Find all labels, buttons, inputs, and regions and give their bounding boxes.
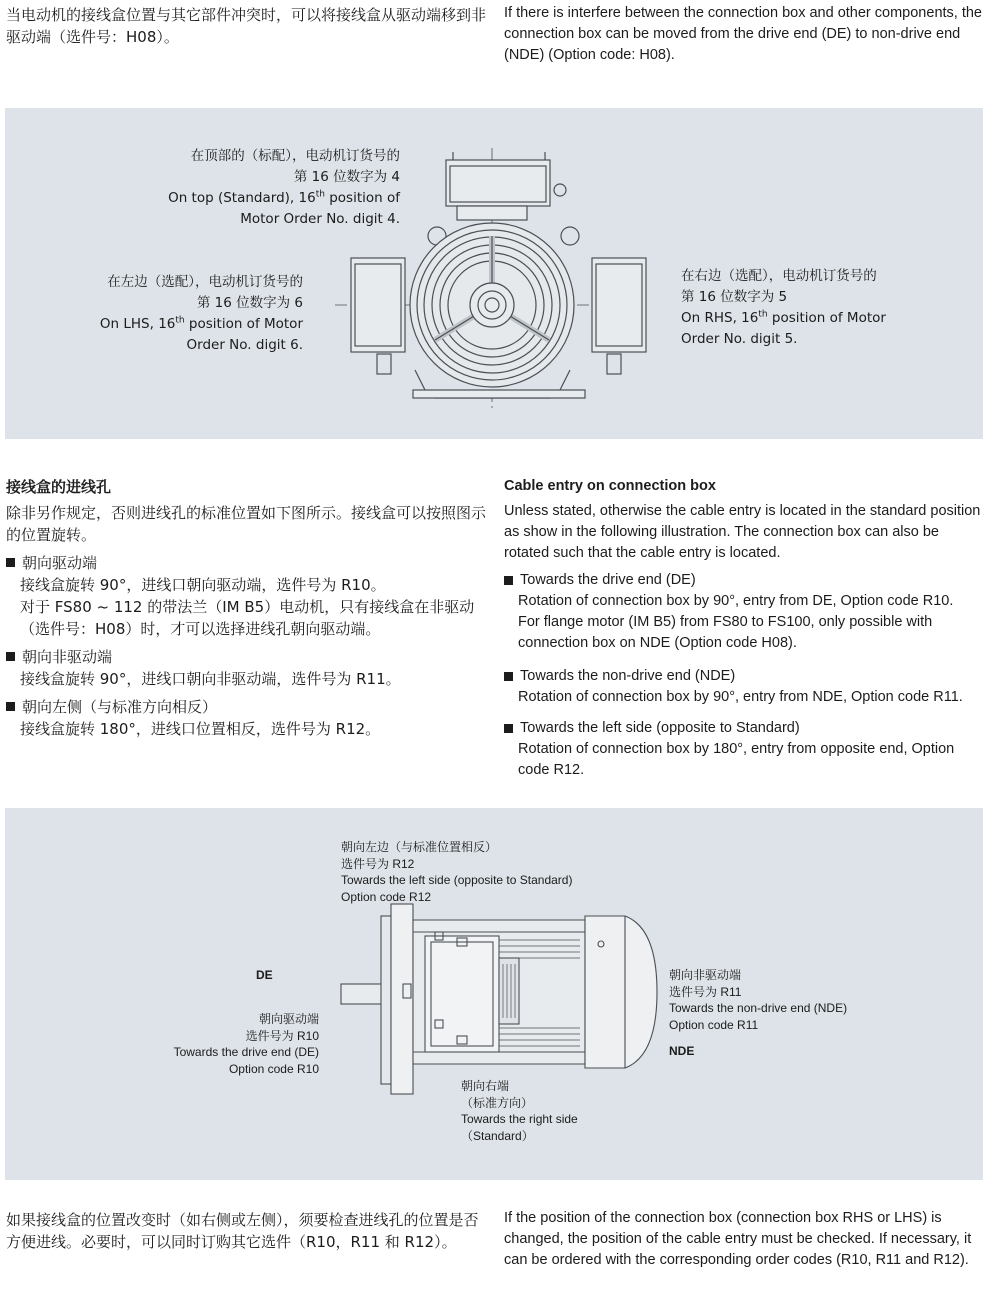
bullet-line-en: For flange motor (IM B5) from FS80 to FS100, only possible with connection box on NDE (Option code H08). (518, 614, 933, 651)
caption-left-en-line2: Order No. digit 6. (186, 337, 303, 353)
cable-entry-section-zh (6, 476, 486, 740)
bullet-square-icon (6, 558, 15, 567)
caption-top-position (125, 146, 400, 230)
bullet-item (504, 570, 988, 591)
caption-top-zh-line1: 在顶部的（标配），电动机订货号的 (190, 148, 400, 164)
bullet-line-en: Rotation of connection box by 90°, entry from NDE, Option code R11. (518, 689, 963, 705)
bullet-title-en: Towards the non-drive end (NDE) (520, 668, 736, 684)
bullet-item (6, 646, 486, 668)
bullet-item (504, 718, 988, 739)
intro-text-en: If there is interfere between the connection box and other components, the connection box can be moved from the drive end (DE) to non-drive end (NDE) (Option code: H08). (504, 5, 982, 63)
cable-entry-heading-zh: 接线盒的进线孔 (6, 478, 112, 496)
caption-right-side-en-line1: Towards the right side (461, 1112, 578, 1126)
caption-left-side-r12 (341, 839, 572, 905)
bullet-item (6, 552, 486, 574)
bullet-square-icon (504, 724, 513, 733)
bullet-line-en: Rotation of connection box by 180°, entry from opposite end, Option code R12. (518, 741, 955, 778)
caption-left-side-en-line2: Option code R12 (341, 889, 432, 904)
bullet-line-zh: 对于 FS80 ~ 112 的带法兰（IM B5）电动机，只有接线盒在非驱动（选件号：H08）时，才可以选择进线孔朝向驱动端。 (20, 598, 475, 638)
cable-entry-intro-en: Unless stated, otherwise the cable entry is located in the standard position as show in the following illustration. The connection box can also be rotated such that the cable entry is located. (504, 503, 981, 561)
figure-cable-entry-directions (5, 808, 983, 1180)
figure-connection-box-positions (5, 108, 983, 439)
caption-top-zh-line2: 第 16 位数字为 4 (293, 169, 400, 185)
bullet-line-zh: 接线盒旋转 180°，进线口位置相反，选件号为 R12。 (20, 720, 381, 738)
bullet-title-en: Towards the left side (opposite to Standard) (520, 720, 800, 736)
caption-drive-end-en-line2: Option code R10 (228, 1061, 319, 1076)
caption-right-side-zh-line2: （标准方向） (461, 1095, 534, 1110)
bullet-square-icon (6, 652, 15, 661)
caption-non-drive-end-zh-line2: 选件号为 R11 (669, 984, 742, 999)
intro-text-zh: 当电动机的接线盒位置与其它部件冲突时，可以将接线盒从驱动端移到非驱动端（选件号：H08）。 (6, 6, 487, 46)
bullet-square-icon (504, 672, 513, 681)
outro-text-en: If the position of the connection box (connection box RHS or LHS) is changed, the position of the cable entry must be checked. If necessary, it can be ordered with the corresponding order codes (R10, R11 and R12). (504, 1210, 972, 1268)
bullet-square-icon (504, 576, 513, 585)
caption-right-side-zh-line1: 朝向右端 (461, 1079, 510, 1093)
bullet-item (504, 666, 988, 687)
caption-drive-end-r10 (115, 1011, 319, 1077)
caption-left-side-zh-line1: 朝向左边（与标准位置相反） (341, 840, 498, 854)
nde-label: NDE (669, 1044, 695, 1058)
cable-entry-intro-zh: 除非另作规定，否则进线孔的标准位置如下图所示。接线盒可以按照图示的位置旋转。 (6, 504, 487, 544)
caption-drive-end-en-line1: Towards the drive end (DE) (173, 1045, 319, 1059)
caption-left-position (45, 272, 303, 356)
caption-right-position (681, 266, 941, 350)
bullet-title-en: Towards the drive end (DE) (520, 572, 696, 588)
caption-right-side-en-line2: （Standard） (461, 1128, 534, 1143)
caption-left-side-zh-line2: 选件号为 R12 (341, 856, 415, 871)
caption-non-drive-end-r11 (669, 967, 847, 1033)
caption-right-zh-line1: 在右边（选配），电动机订货号的 (681, 268, 877, 284)
caption-right-side-standard (461, 1078, 578, 1144)
caption-non-drive-end-en-line1: Towards the non-drive end (NDE) (669, 1001, 848, 1015)
caption-top-en-line2: Motor Order No. digit 4. (240, 211, 400, 227)
bullet-title-zh: 朝向左侧（与标准方向相反） (22, 698, 218, 716)
cable-entry-heading-en: Cable entry on connection box (504, 478, 716, 494)
caption-left-zh-line1: 在左边（选配），电动机订货号的 (107, 274, 303, 290)
bullet-line-zh: 接线盒旋转 90°，进线口朝向非驱动端，选件号为 R11。 (20, 670, 401, 688)
caption-top-en-line1: On top (Standard), 16th position of (168, 189, 400, 206)
caption-drive-end-zh-line2: 选件号为 R10 (245, 1028, 319, 1043)
bullet-item (6, 696, 486, 718)
caption-right-en-line2: Order No. digit 5. (681, 331, 798, 347)
caption-left-en-line1: On LHS, 16th position of Motor (99, 315, 303, 332)
caption-right-zh-line2: 第 16 位数字为 5 (681, 289, 788, 305)
bullet-line-en: Rotation of connection box by 90°, entry from DE, Option code R10. (518, 593, 954, 609)
caption-left-side-en-line1: Towards the left side (opposite to Standard) (341, 873, 573, 887)
caption-drive-end-zh-line1: 朝向驱动端 (258, 1012, 319, 1026)
caption-non-drive-end-en-line2: Option code R11 (669, 1017, 759, 1032)
de-label: DE (256, 968, 273, 982)
cable-entry-section-en (504, 476, 988, 781)
bullet-line-zh: 接线盒旋转 90°，进线口朝向驱动端，选件号为 R10。 (20, 576, 386, 594)
caption-left-zh-line2: 第 16 位数字为 6 (196, 295, 303, 311)
bullet-square-icon (6, 702, 15, 711)
outro-text-zh: 如果接线盒的位置改变时（如右侧或左侧），须要检查进线孔的位置是否方便进线。必要时，可以同时订购其它选件（R10，R11 和 R12）。 (6, 1211, 479, 1251)
bullet-title-zh: 朝向非驱动端 (22, 648, 113, 666)
bullet-title-zh: 朝向驱动端 (22, 554, 98, 572)
caption-right-en-line1: On RHS, 16th position of Motor (681, 309, 886, 326)
caption-non-drive-end-zh-line1: 朝向非驱动端 (669, 968, 742, 982)
